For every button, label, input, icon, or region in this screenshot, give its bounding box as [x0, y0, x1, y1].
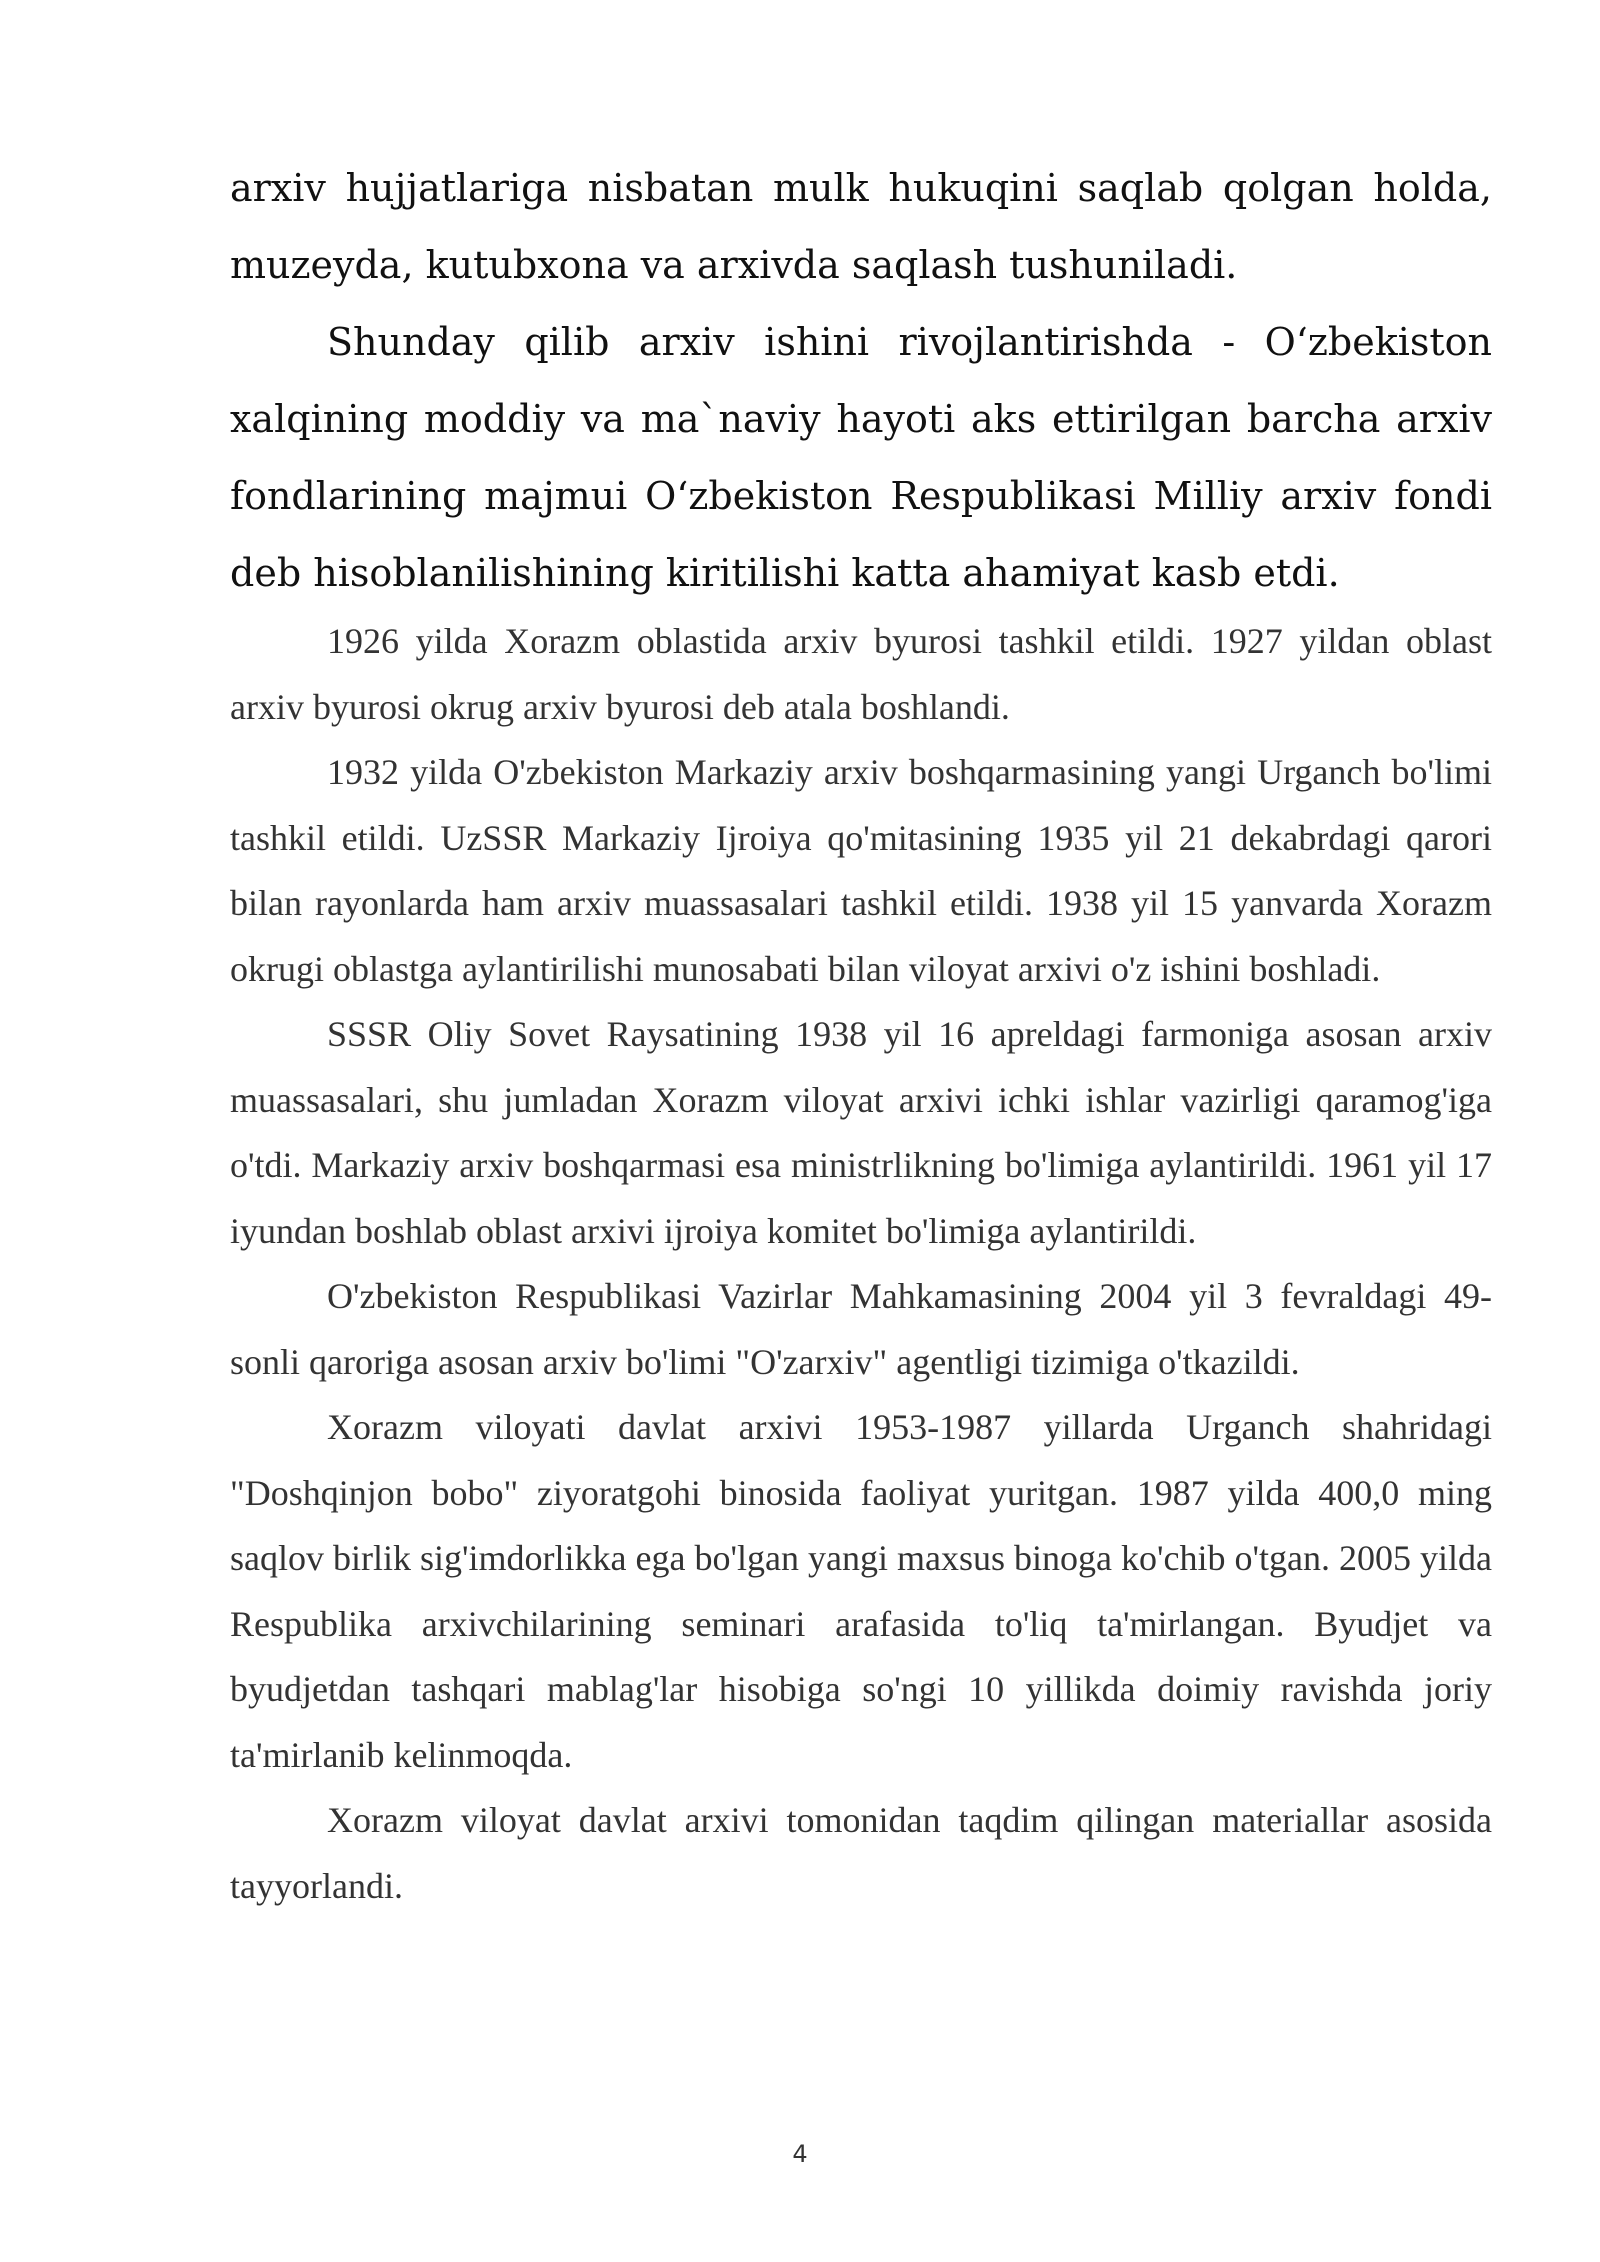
paragraph: Xorazm viloyat davlat arxivi tomonidan taqdim qilingan materiallar asosida tayyorlandi. — [230, 1800, 1492, 1906]
paragraph: SSSR Oliy Sovet Raysatining 1938 yil 16 apreldagi farmoniga asosan arxiv muassasalari, shu jumladan Xorazm viloyat arxivi ichki ishlar vazirligi qaramog'iga o'tdi. Markaziy arxiv boshqarmasi esa ministrlikning bo'limiga aylantirildi. 1961 yil 17 iyundan boshlab oblast arxivi ijroiya komitet bo'limiga aylantirildi. — [230, 1014, 1492, 1251]
paragraph: Xorazm viloyati davlat arxivi 1953-1987 yillarda Urganch shahridagi "Doshqinjon bobo" ziyoratgohi binosida faoliyat yuritgan. 1987 yilda 400,0 ming saqlov birlik sig'imdorlikka ega bo'lgan yangi maxsus binoga ko'chib o'tgan. 2005 yilda Respublika arxivchilarining seminari arafasida to'liq ta'mirlangan. Byudjet va byudjetdan tashqari mablag'lar hisobiga so'ngi 10 yillikda doimiy ravishda joriy ta'mirlanib kelinmoqda. — [230, 1407, 1492, 1775]
archive-history-section — [230, 609, 1492, 1919]
paragraph: 1926 yilda Xorazm oblastida arxiv byurosi tashkil etildi. 1927 yildan oblast arxiv byurosi okrug arxiv byurosi deb atala boshlandi. — [230, 621, 1492, 727]
page-number: 4 — [792, 2140, 808, 2168]
paragraph: arxiv hujjatlariga nisbatan mulk hukuqini saqlab qolgan holda, muzeyda, kutubxona va arxivda saqlash tushuniladi. — [230, 166, 1492, 287]
main-text-section — [230, 150, 1492, 612]
paragraph: Shunday qilib arxiv ishini rivojlantirishda - O‘zbekiston xalqining moddiy va ma`naviy hayoti aks ettirilgan barcha arxiv fondlarining majmui O‘zbekiston Respublikasi Milliy arxiv fondi deb hisoblanilishining kiritilishi katta ahamiyat kasb etdi. — [230, 320, 1492, 595]
paragraph: 1932 yilda O'zbekiston Markaziy arxiv boshqarmasining yangi Urganch bo'limi tashkil etildi. UzSSR Markaziy Ijroiya qo'mitasining 1935 yil 21 dekabrdagi qarori bilan rayonlarda ham arxiv muassasalari tashkil etildi. 1938 yil 15 yanvarda Xorazm okrugi oblastga aylantirilishi munosabati bilan viloyat arxivi o'z ishini boshladi. — [230, 752, 1492, 989]
paragraph: O'zbekiston Respublikasi Vazirlar Mahkamasining 2004 yil 3 fevraldagi 49-sonli qaroriga asosan arxiv bo'limi "O'zarxiv" agentligi tizimiga o'tkazildi. — [230, 1276, 1492, 1382]
